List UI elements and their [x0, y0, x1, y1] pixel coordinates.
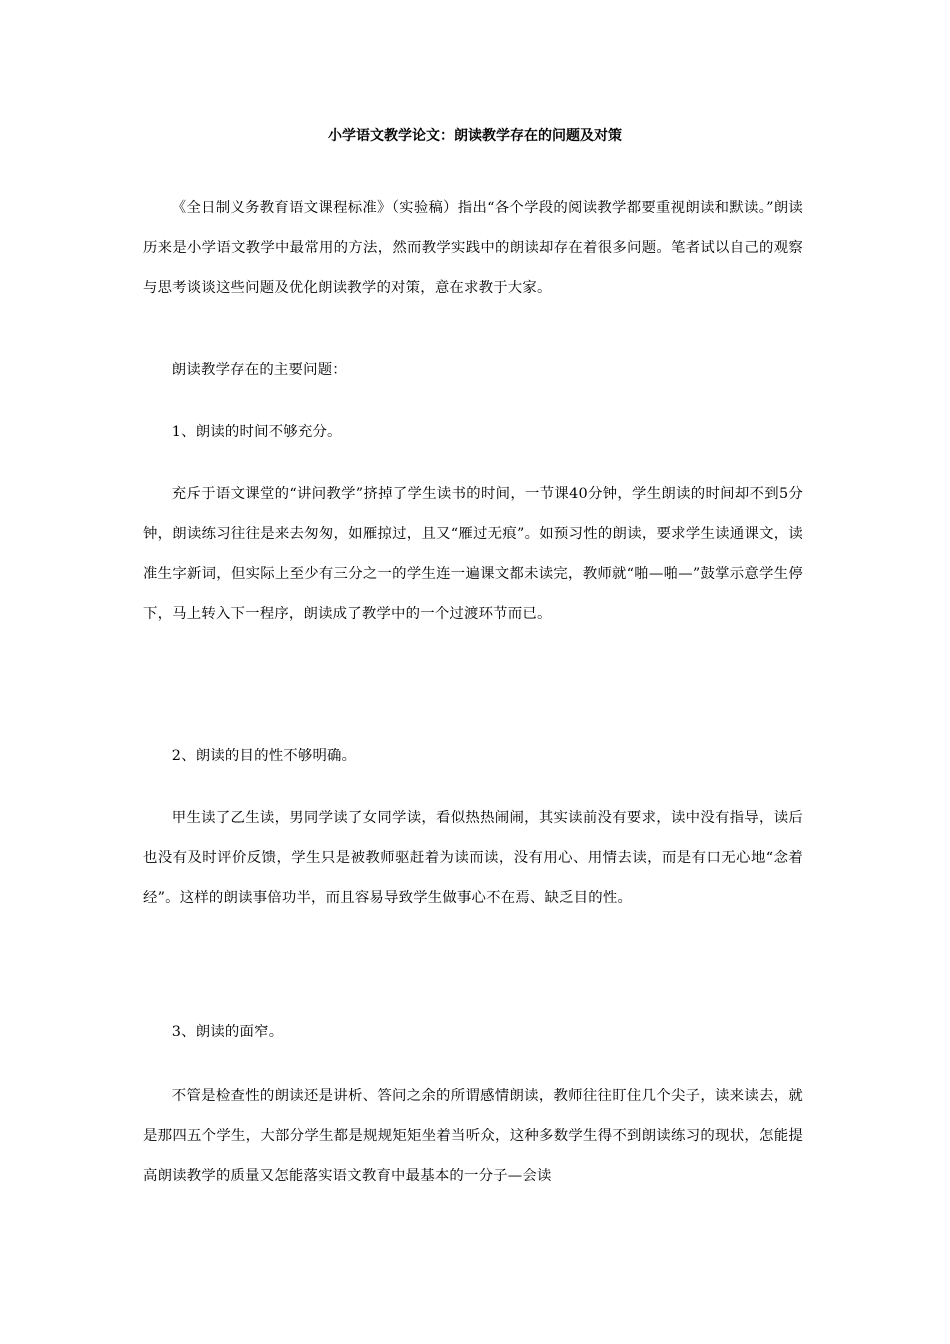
- problem-paragraph-2: 甲生读了乙生读，男同学读了女同学读，看似热热闹闹，其实读前没有要求，读中没有指导，读后也没有及时评价反馈，学生只是被教师驱赶着为读而读，没有用心、用情去读，而是有口无心地“念着经”。这样的朗读事倍功半，而且容易导致学生做事心不在焉、缺乏目的性。: [143, 810, 803, 906]
- problem-heading-2: 2、朗读的目的性不够明确。: [171, 748, 357, 764]
- intro-paragraph: 《全日制义务教育语文课程标准》（实验稿）指出“各个学段的阅读教学都要重视朗读和默读。”朗读历来是小学语文教学中最常用的方法，然而教学实践中的朗读却存在着很多问题。笔者试以自己的观察与思考谈谈这些问题及优化朗读教学的对策，意在求教于大家。: [143, 200, 803, 296]
- problem-heading-1: 1、朗读的时间不够充分。: [171, 424, 342, 440]
- section-heading: 朗读教学存在的主要问题：: [171, 362, 347, 378]
- document-title: 小学语文教学论文：朗读教学存在的问题及对策: [328, 128, 622, 144]
- problem-paragraph-3: 不管是检查性的朗读还是讲析、答问之余的所谓感情朗读，教师往往盯住几个尖子，读来读去，就是那四五个学生，大部分学生都是规规矩矩坐着当听众，这种多数学生得不到朗读练习的现状，怎能提高朗读教学的质量又怎能落实语文教育中最基本的一分子—会读: [143, 1088, 803, 1184]
- problem-heading-3: 3、朗读的面窄。: [171, 1024, 284, 1040]
- problem-paragraph-1: 充斥于语文课堂的“讲问教学”挤掉了学生读书的时间，一节课40分钟，学生朗读的时间却不到5分钟，朗读练习往往是来去匆匆，如雁掠过，且又“雁过无痕”。如预习性的朗读，要求学生读通课文，读准生字新词，但实际上至少有三分之一的学生连一遍课文都未读完，教师就“啪—啪—”鼓掌示意学生停下，马上转入下一程序，朗读成了教学中的一个过渡环节而已。: [143, 486, 803, 622]
